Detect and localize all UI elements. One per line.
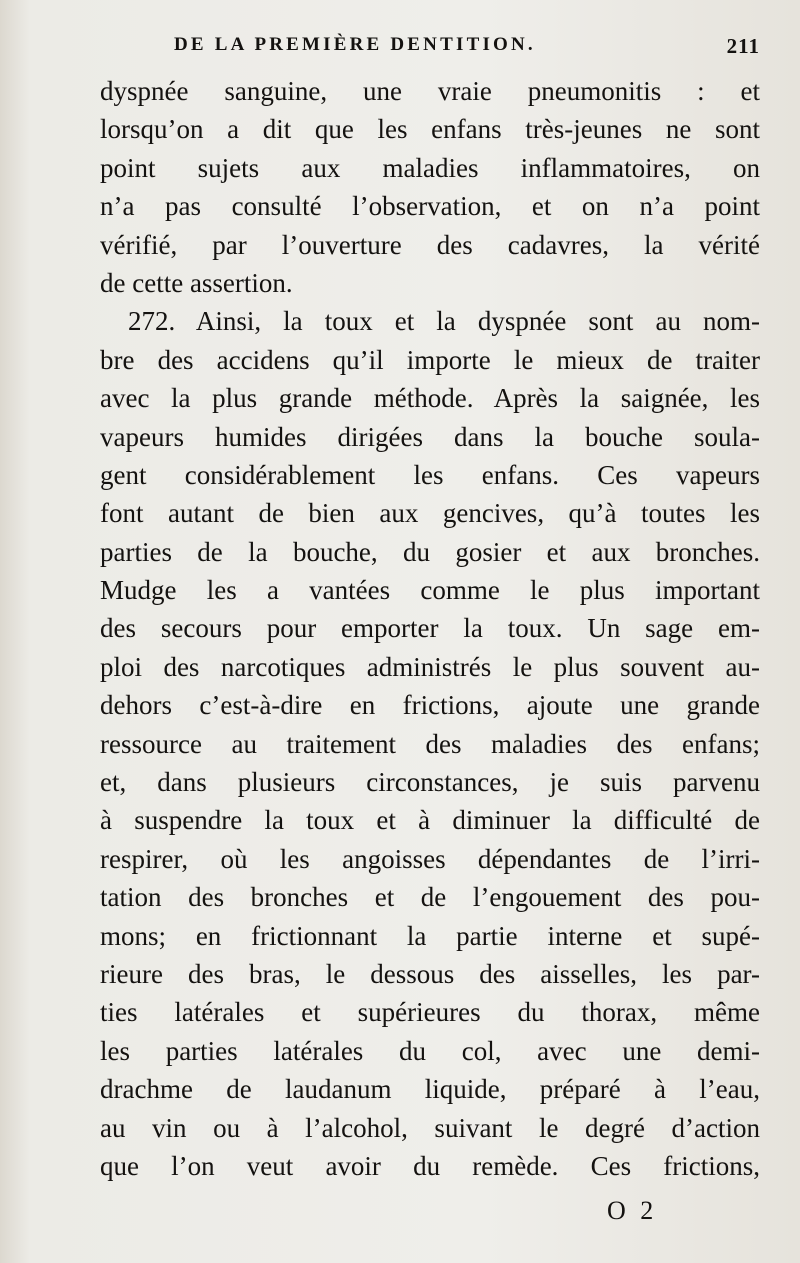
text-line: avec la plus grande méthode. Après la saignée, les — [100, 383, 760, 414]
text-line: et, dans plusieurs circonstances, je suis parvenu — [100, 767, 760, 798]
text-line: vérifié, par l’ouverture des cadavres, la vérité — [100, 229, 760, 260]
text-line: mons; en frictionnant la partie interne et supé- — [100, 920, 760, 951]
text-line: lorsqu’on a dit que les enfans très-jeunes ne sont — [100, 114, 760, 145]
text-line: Mudge les a vantées comme le plus important — [100, 575, 760, 606]
text-line: gent considérablement les enfans. Ces vapeurs — [100, 459, 760, 490]
running-title: DE LA PREMIÈRE DENTITION. — [174, 34, 536, 55]
text-line: n’a pas consulté l’observation, et on n’a point — [100, 191, 760, 222]
text-line: 272. Ainsi, la toux et la dyspnée sont au nom- — [128, 306, 760, 337]
body-text — [100, 72, 760, 1185]
text-line: tation des bronches et de l’engouement des pou- — [100, 882, 760, 913]
text-line: parties de la bouche, du gosier et aux bronches. — [100, 536, 760, 567]
text-line: point sujets aux maladies inflammatoires, on — [100, 152, 760, 183]
text-line: drachme de laudanum liquide, préparé à l’eau, — [100, 1074, 760, 1105]
text-line: dyspnée sanguine, une vraie pneumonitis : et — [100, 76, 760, 106]
text-line: respirer, où les angoisses dépendantes de l’irri- — [100, 843, 760, 874]
text-line: ploi des narcotiques administrés le plus souvent au- — [100, 651, 760, 682]
text-line: dehors c’est-à-dire en frictions, ajoute une grande — [100, 690, 760, 721]
signature-mark: O 2 — [607, 1196, 658, 1225]
text-line: font autant de bien aux gencives, qu’à toutes les — [100, 498, 760, 529]
text-line: vapeurs humides dirigées dans la bouche soula- — [100, 421, 760, 452]
page-header — [174, 34, 764, 64]
text-line: les parties latérales du col, avec une demi- — [100, 1035, 760, 1066]
text-line: rieure des bras, le dessous des aisselles, les par- — [100, 958, 760, 989]
text-line: bre des accidens qu’il importe le mieux de traiter — [100, 344, 760, 375]
text-line: de cette assertion. — [100, 267, 293, 298]
text-line: des secours pour emporter la toux. Un sage em- — [100, 613, 760, 644]
text-line: ties latérales et supérieures du thorax, même — [100, 997, 760, 1028]
text-line: ressource au traitement des maladies des enfans; — [100, 728, 760, 759]
text-line: que l’on veut avoir du remède. Ces frictions, — [100, 1150, 760, 1181]
text-line: au vin ou à l’alcohol, suivant le degré d’action — [100, 1112, 760, 1143]
page-number: 211 — [726, 34, 760, 58]
text-line: à suspendre la toux et à diminuer la difficulté de — [100, 805, 760, 836]
